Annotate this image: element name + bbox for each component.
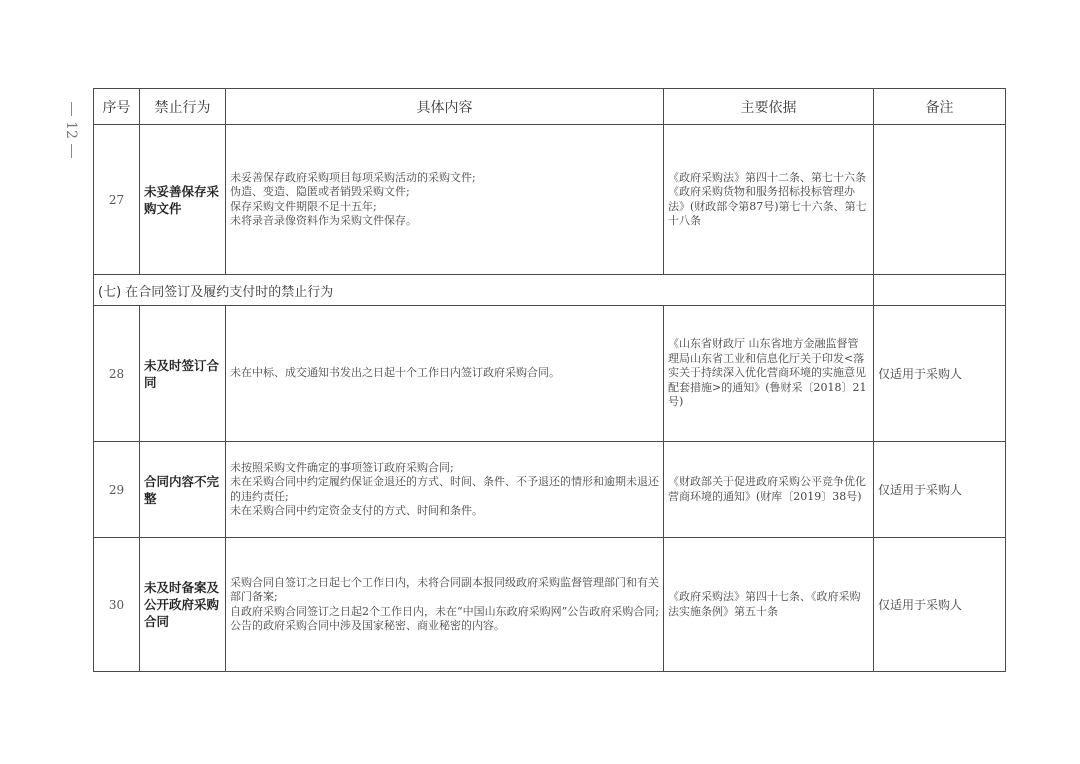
- row-basis: [664, 442, 874, 538]
- content-line: 伪造、变造、隐匿或者销毁采购文件;: [230, 185, 410, 198]
- row-basis: [664, 125, 874, 275]
- row-note: 仅适用于采购人: [874, 306, 1006, 442]
- row-seq: 27: [94, 125, 140, 275]
- content-line: 自政府采购合同签订之日起2个工作日内，未在“中国山东政府采购网”公告政府采购合同;: [230, 604, 659, 618]
- section-row: [94, 275, 1006, 306]
- content-line: 未在中标、成交通知书发出之日起十个工作日内签订政府采购合同。: [230, 366, 560, 380]
- content-line: 保存采购文件期限不足十五年;: [230, 199, 377, 213]
- page-number-text: 12: [62, 121, 79, 139]
- header-note: 备注: [874, 89, 1006, 125]
- content-line: 采购合同自签订之日起七个工作日内，未将合同副本报同级政府采购监督管理部门和有关部门备案;: [230, 575, 659, 603]
- table-row: [94, 306, 1006, 442]
- row-note: 仅适用于采购人: [874, 538, 1006, 672]
- row-action: 未及时签订合同: [140, 306, 226, 442]
- basis-line: 《政府采购法》第四十七条、《政府采购法实施条例》第五十条: [668, 590, 861, 618]
- row-content: [226, 442, 664, 538]
- table-row: [94, 125, 1006, 275]
- row-action: 未妥善保存采购文件: [140, 125, 226, 275]
- row-seq: 30: [94, 538, 140, 672]
- header-seq: 序号: [94, 89, 140, 125]
- basis-line: 《山东省财政厅 山东省地方金融监督管理局山东省工业和信息化厅关于印发<落实关于持续深入优化营商环境的实施意见配套措施>的通知》(鲁财采〔2018〕21号): [668, 337, 867, 409]
- header-row: [94, 89, 1006, 125]
- basis-line: 《政府采购法》第四十二条、第七十六条: [668, 170, 866, 184]
- row-content: [226, 125, 664, 275]
- content-line: 公告的政府采购合同中涉及国家秘密、商业秘密的内容。: [230, 619, 505, 632]
- prohibited-behaviors-table: [93, 88, 1006, 672]
- content-line: 未将录音录像资料作为采购文件保存。: [230, 214, 417, 227]
- page-number: [58, 102, 84, 172]
- row-note: 仅适用于采购人: [874, 442, 1006, 538]
- row-seq: 29: [94, 442, 140, 538]
- table-row: [94, 538, 1006, 672]
- header-content: 具体内容: [226, 89, 664, 125]
- divider: [71, 102, 72, 116]
- content-line: 未在采购合同中约定资金支付的方式、时间和条件。: [230, 504, 483, 517]
- row-content: [226, 538, 664, 672]
- content-line: 未按照采购文件确定的事项签订政府采购合同;: [230, 460, 454, 474]
- row-seq: 28: [94, 306, 140, 442]
- content-line: 未在采购合同中约定履约保证金退还的方式、时间、条件、不予退还的情形和逾期未退还的违约责任;: [230, 475, 659, 503]
- row-content: [226, 306, 664, 442]
- row-action: 合同内容不完整: [140, 442, 226, 538]
- row-action: 未及时备案及公开政府采购合同: [140, 538, 226, 672]
- section-note: [874, 275, 1006, 306]
- divider: [71, 144, 72, 158]
- basis-line: 《财政部关于促进政府采购公平竞争优化营商环境的通知》(财库〔2019〕38号): [668, 475, 866, 503]
- row-basis: [664, 538, 874, 672]
- basis-line: 《政府采购货物和服务招标投标管理办法》(财政部令第87号)第七十六条、第七十八条: [668, 185, 867, 227]
- row-note: [874, 125, 1006, 275]
- header-basis: 主要依据: [664, 89, 874, 125]
- table-row: [94, 442, 1006, 538]
- section-title: (七) 在合同签订及履约支付时的禁止行为: [94, 275, 874, 306]
- row-basis: [664, 306, 874, 442]
- content-line: 未妥善保存政府采购项目每项采购活动的采购文件;: [230, 170, 476, 184]
- header-action: 禁止行为: [140, 89, 226, 125]
